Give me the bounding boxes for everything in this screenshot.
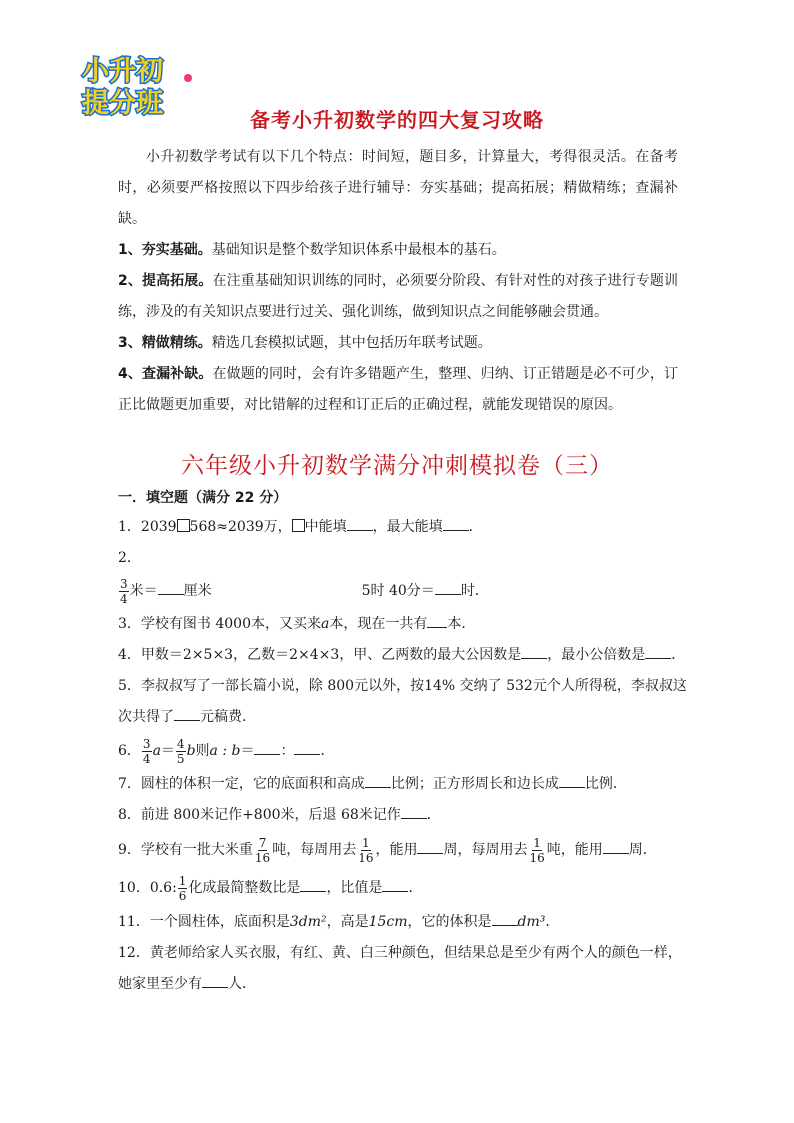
- tip-item: [118, 359, 678, 421]
- exam-title: 六年级小升初数学满分冲刺模拟卷（三）: [181, 453, 613, 479]
- question-9: 9．学校有一批大米重 $\frac{7}{16}$ 吨，每周用去 $\frac{1}{16}$ ，能用 周，每周用去 $\frac{1}{16}$ 吨，能用 周．: [118, 835, 657, 865]
- answer-blank[interactable]: [382, 877, 408, 892]
- answer-blank[interactable]: [427, 613, 447, 628]
- answer-blank[interactable]: [435, 580, 461, 595]
- intro-paragraph: 小升初数学考试有以下几个特点：时间短，题目多，计算量大，考得很灵活。在备考时，必须要严格按照以下四步给孩子进行辅导：夯实基础；提高拓展；精做精练；查漏补缺。: [118, 149, 678, 227]
- answer-blank[interactable]: [202, 973, 228, 988]
- question-3: 3．学校有图书 4000本，又买来a本，现在一共有 本．: [118, 609, 688, 640]
- fraction: $\frac{3}{4}$: [142, 736, 151, 766]
- intro: [118, 142, 678, 235]
- logo-line1: 小升初: [82, 56, 163, 87]
- answer-blank[interactable]: [521, 644, 547, 659]
- answer-blank[interactable]: [492, 911, 518, 926]
- fraction: $\frac{7}{16}$: [254, 835, 271, 865]
- question-2-parts: [118, 574, 688, 609]
- tip-body: 在注重基础知识训练的同时，必须要分阶段、有针对性的对孩子进行专题训练，涉及的有关知识点要进行过关、强化训练，做到知识点之间能够融会贯通。: [118, 273, 679, 320]
- logo-line2: 提分班: [82, 88, 163, 119]
- q1-text: 1．2039: [118, 519, 177, 535]
- tip-item: [118, 328, 678, 359]
- answer-blank[interactable]: [603, 839, 629, 854]
- tip-head: 3、精做精练。: [118, 335, 212, 351]
- question-2: [118, 543, 688, 574]
- q2-text: 厘米: [183, 583, 212, 599]
- tips-list: [118, 235, 678, 421]
- tip-head: 4、查漏补缺。: [118, 366, 213, 382]
- logo-dot: [184, 74, 192, 82]
- question-10: 10．0.6: $\frac{1}{6}$ 化成最简整数比是 ，比值是 ．: [118, 873, 423, 903]
- answer-blank[interactable]: [174, 706, 200, 721]
- answer-blank[interactable]: [417, 839, 443, 854]
- fraction: $\frac{1}{16}$: [358, 835, 374, 865]
- question-6: 6． $\frac{3}{4}$ a＝ $\frac{4}{5}$ b则a : b＝ ： ．: [118, 736, 335, 766]
- section-heading: 一．填空题（满分 22 分）: [118, 490, 288, 506]
- fraction: $\frac{1}{16}$: [529, 835, 545, 865]
- q2-text: 2．: [118, 550, 141, 566]
- fraction: $\frac{1}{6}$: [178, 873, 187, 903]
- box-placeholder: [177, 519, 190, 532]
- answer-blank[interactable]: [300, 877, 326, 892]
- answer-blank[interactable]: [365, 773, 391, 788]
- answer-blank[interactable]: [645, 644, 671, 659]
- tip-item: [118, 266, 678, 328]
- question-11: 11．一个圆柱体，底面积是3dm²，高是15cm，它的体积是 dm³．: [118, 907, 688, 938]
- answer-blank[interactable]: [401, 804, 427, 819]
- tip-item: [118, 235, 678, 266]
- question-4: 4．甲数＝2×5×3，乙数＝2×4×3，甲、乙两数的最大公因数是 ，最小公倍数是 ．: [118, 640, 688, 671]
- answer-blank[interactable]: [158, 580, 184, 595]
- q1-text: 568≈2039万，: [189, 519, 292, 535]
- answer-blank[interactable]: [559, 773, 585, 788]
- question-7: 7．圆柱的体积一定，它的底面积和高成 比例；正方形周长和边长成 比例．: [118, 769, 688, 800]
- tip-head: 1、夯实基础。: [118, 242, 212, 258]
- q2-text: 米＝: [129, 583, 158, 599]
- question-1: [118, 512, 688, 543]
- question-8: 8．前进 800米记作+800米，后退 68米记作 ．: [118, 800, 688, 831]
- q1-text: ．: [468, 519, 483, 535]
- q1-text: ，最大能填: [372, 519, 443, 535]
- tip-body: 基础知识是整个数学知识体系中最根本的基石。: [211, 242, 506, 258]
- tip-head: 2、提高拓展。: [118, 273, 213, 289]
- answer-blank[interactable]: [443, 516, 469, 531]
- answer-blank[interactable]: [294, 740, 320, 755]
- answer-blank[interactable]: [347, 516, 373, 531]
- tip-title: 备考小升初数学的四大复习攻略: [250, 108, 544, 132]
- q1-text: 中能填: [304, 519, 347, 535]
- tip-body: 在做题的同时，会有许多错题产生，整理、归纳、订正错题是必不可少，订正比做题更加重要，对比错解的过程和订正后的正确过程，就能发现错误的原因。: [118, 366, 679, 413]
- fraction: $\frac{3}{4}$: [120, 576, 128, 606]
- fraction: $\frac{4}{5}$: [176, 736, 185, 766]
- question-list: [118, 512, 688, 1000]
- question-5: 5．李叔叔写了一部长篇小说，除 800元以外，按14% 交纳了 532元个人所得税，李叔叔这次共得了 元稿费．: [118, 678, 687, 725]
- answer-blank[interactable]: [254, 740, 280, 755]
- box-placeholder: [292, 519, 305, 532]
- q2-text: 5时 40分＝: [361, 583, 435, 599]
- question-12: 12．黄老师给家人买衣服，有红、黄、白三种颜色，但结果总是至少有两个人的颜色一样，她家里至少有 人．: [118, 945, 682, 992]
- tip-body: 精选几套模拟试题，其中包括历年联考试题。: [211, 335, 492, 351]
- q2-text: 时．: [460, 583, 489, 599]
